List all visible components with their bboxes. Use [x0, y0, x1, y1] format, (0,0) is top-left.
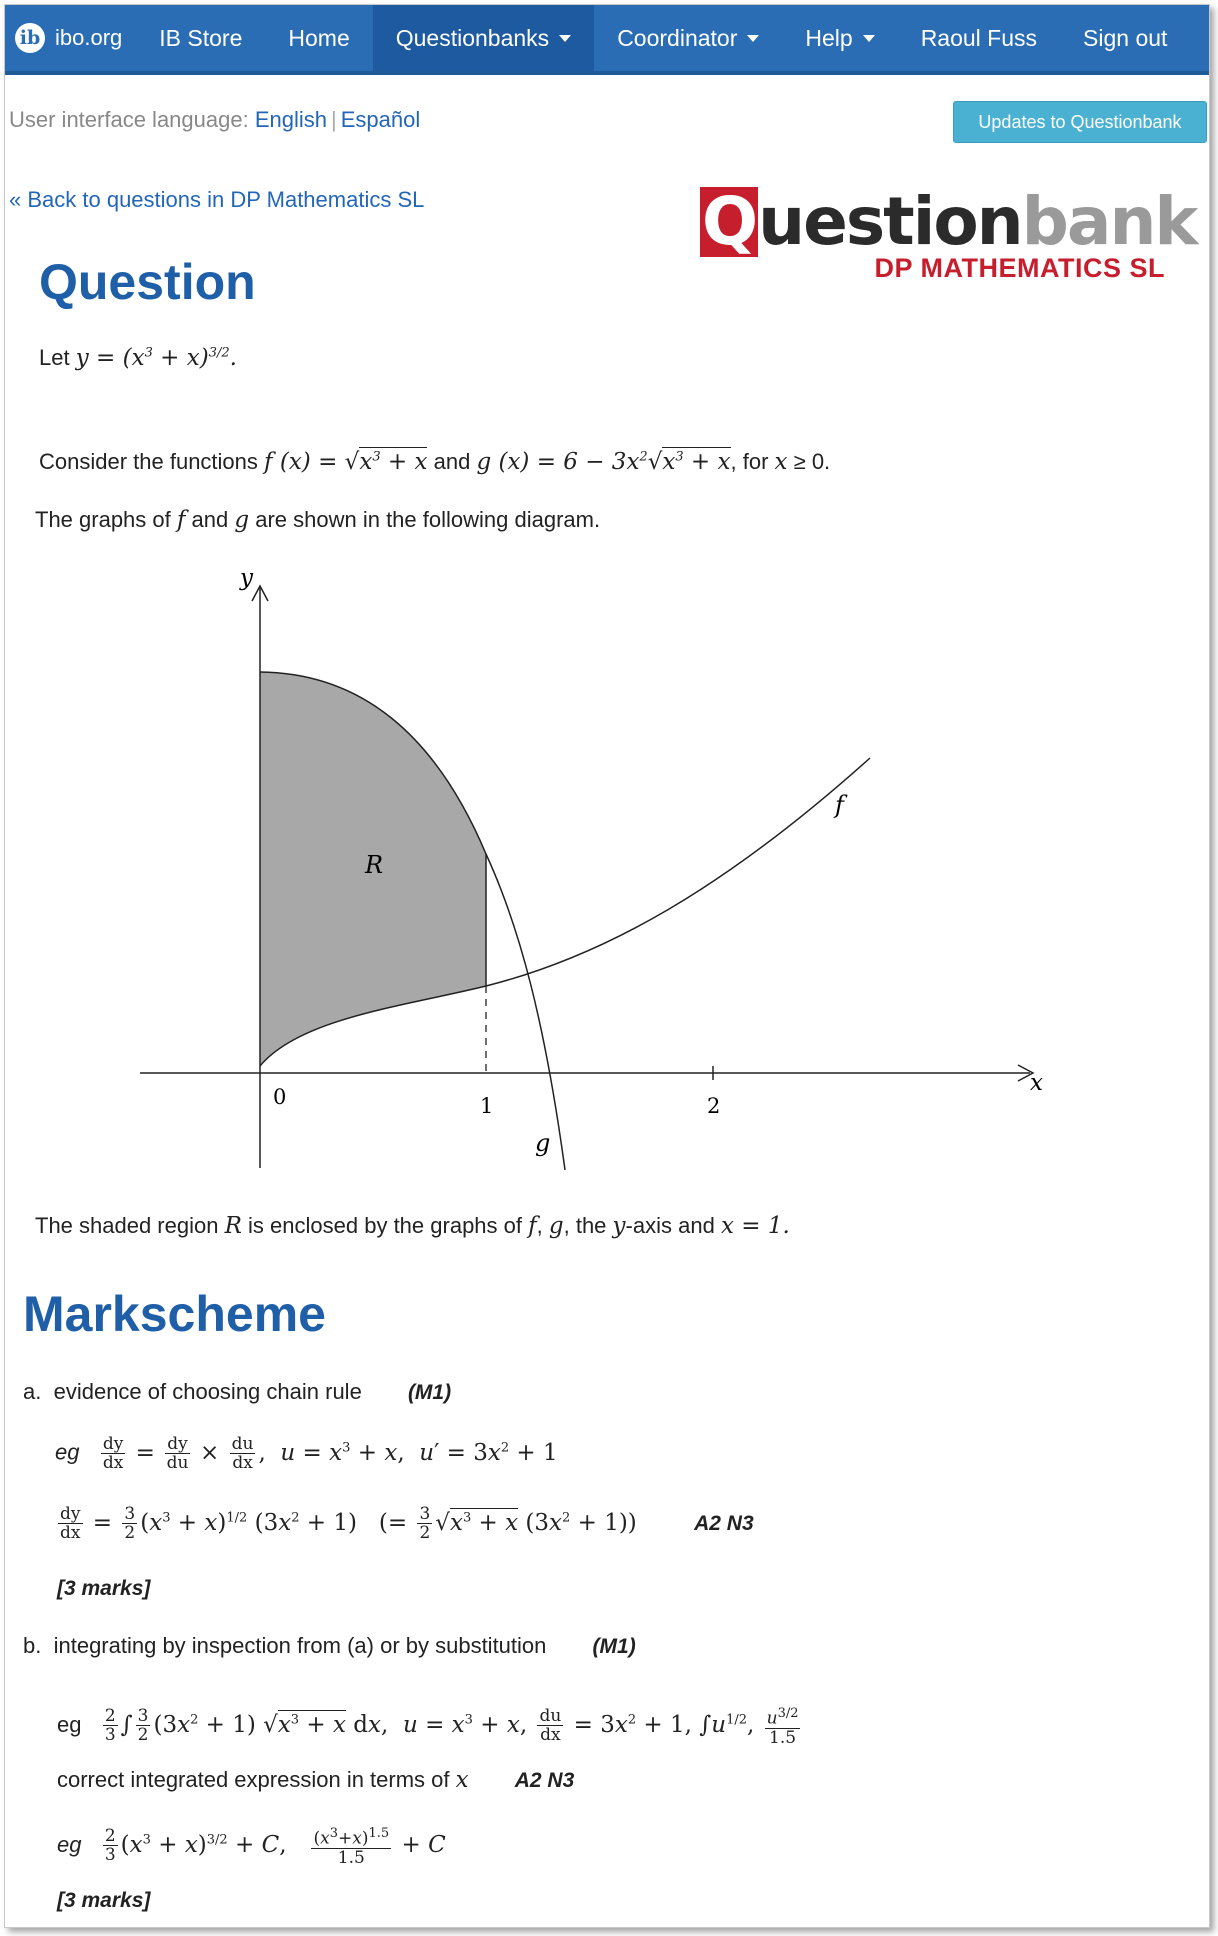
questionbank-logo — [700, 183, 1197, 297]
language-separator: | — [330, 107, 337, 132]
tick-label-0: 0 — [273, 1085, 287, 1109]
markscheme-a-total — [57, 1575, 150, 1601]
f-symbol: f — [528, 1213, 537, 1239]
marks-total: [3 marks] — [57, 1577, 151, 1600]
nav-user-name[interactable] — [898, 5, 1060, 71]
region-label-r: R — [365, 851, 384, 879]
question-line-3 — [35, 507, 600, 533]
language-english-link[interactable]: English — [254, 107, 327, 132]
g-symbol: g — [548, 1213, 564, 1239]
text: and — [191, 507, 229, 532]
text: , the — [563, 1213, 607, 1238]
nav-label: Coordinator — [617, 24, 738, 51]
equation: $\frac{dy}{dx}$ = $\frac{dy}{du}$ × $\frac{du}{dx}$ , $u = x^3 + x$, $u' = 3x^2 + 1$ — [102, 1434, 558, 1473]
logo-question: uestion — [758, 183, 1022, 260]
markscheme-b-line-3 — [57, 1767, 574, 1793]
equation: $y = (x^3 + x)^{3/2}$. — [75, 345, 237, 371]
nav-sign-out[interactable] — [1060, 5, 1190, 71]
nav-label: IB Store — [159, 24, 243, 51]
nav-ib-store[interactable] — [136, 5, 265, 71]
chevron-down-icon — [747, 35, 759, 42]
markscheme-b-total — [57, 1887, 150, 1913]
question-heading: Question — [39, 254, 256, 310]
tick-label-1: 1 — [480, 1094, 494, 1118]
chevron-down-icon — [559, 35, 571, 42]
mark-code: A2 N3 — [694, 1511, 754, 1535]
logo-wordmark — [700, 183, 1197, 260]
g-symbol: g — [234, 507, 250, 533]
nav-label: Questionbanks — [395, 24, 550, 51]
nav-label: Home — [288, 24, 350, 51]
equation: $\frac{2}{3}$ $(x^3 + x)^{3/2} + C$, $\frac{(x^3+x)^{1.5}}{1.5}$ + C — [104, 1826, 446, 1868]
logo-q: Q — [702, 183, 757, 260]
nav-help[interactable] — [782, 5, 897, 71]
text: -axis and — [625, 1213, 715, 1238]
text: Consider the functions — [39, 449, 258, 474]
ib-logo-icon: ib — [15, 23, 45, 53]
language-selector — [9, 107, 420, 133]
mark-code: (M1) — [407, 1381, 452, 1404]
equation: $\frac{dy}{dx}$ = $\frac{3}{2}$ $(x^3 + x)^{1/2}$ $(3x^2 + 1)$ (= $\frac{3}{2}$ $√x^3 + x$ $(3x^2 + 1)$) — [60, 1504, 645, 1543]
equation-f: f $(x) = √x^3 + x$ — [264, 449, 428, 475]
part-letter: a. — [23, 1379, 42, 1404]
tick-label-2: 2 — [707, 1094, 721, 1118]
curve-label-g: g — [535, 1129, 551, 1157]
nav-label: Help — [805, 24, 853, 51]
nav-coordinator[interactable] — [594, 5, 782, 71]
mark-code: A2 N3 — [514, 1769, 575, 1792]
back-to-questions-link[interactable]: « Back to questions in DP Mathematics SL — [9, 187, 425, 212]
x-symbol: x — [455, 1767, 469, 1793]
axis-label-y: y — [240, 565, 253, 591]
text: Let — [39, 345, 70, 370]
text: is enclosed by the graphs of — [248, 1213, 522, 1238]
eg-label: eg — [57, 1831, 82, 1857]
text: and — [433, 449, 471, 474]
language-spanish-link[interactable]: Español — [340, 107, 421, 132]
ibo-brand-link[interactable] — [5, 5, 136, 71]
markscheme-a-line-3 — [55, 1505, 754, 1542]
question-line-1 — [39, 345, 237, 371]
logo-bank: bank — [1021, 183, 1197, 260]
updates-to-questionbank-button[interactable]: Updates to Questionbank — [953, 101, 1207, 143]
equation-g: g $(x) = 6 - 3x^2√x^3 + x$ — [476, 449, 731, 475]
graph-diagram — [125, 558, 1055, 1180]
text: integrating by inspection from (a) or by substitution — [53, 1633, 547, 1658]
language-label: User interface language: — [9, 107, 249, 132]
curve-label-f: f — [835, 791, 844, 819]
text: The shaded region — [35, 1213, 219, 1238]
eg-label: eg — [57, 1711, 82, 1737]
markscheme-a-line-2 — [55, 1435, 558, 1472]
markscheme-b-line-1 — [23, 1633, 636, 1659]
nav-label: Sign out — [1083, 24, 1168, 51]
top-navbar — [5, 5, 1209, 75]
page-frame — [4, 4, 1210, 1928]
nav-label: Raoul Fuss — [920, 24, 1038, 51]
text: are shown in the following diagram. — [255, 507, 601, 532]
markscheme-b-line-2 — [57, 1705, 803, 1747]
nav-home[interactable] — [265, 5, 372, 71]
part-letter: b. — [23, 1633, 42, 1658]
markscheme-heading: Markscheme — [23, 1286, 326, 1342]
markscheme-b-line-4 — [57, 1825, 446, 1867]
r-symbol: R — [224, 1213, 242, 1239]
question-line-2: Consider the functions f $(x) = √x^3 + x$ and g $(x) = 6 - 3x^2√x^3 + x$, for x ≥ 0. — [39, 449, 831, 475]
markscheme-a-line-1 — [23, 1379, 451, 1405]
mark-code: (M1) — [592, 1635, 636, 1658]
text: evidence of choosing chain rule — [53, 1379, 362, 1404]
axis-label-x: x — [1030, 1070, 1043, 1096]
equation-domain: x — [774, 449, 788, 475]
text: , for — [730, 449, 769, 474]
chevron-down-icon — [863, 35, 875, 42]
marks-total: [3 marks] — [57, 1889, 151, 1912]
brand-label: ibo.org — [55, 25, 123, 50]
text: correct integrated expression in terms of — [57, 1767, 450, 1792]
f-symbol: f — [176, 507, 186, 533]
logo-subtitle: DP MATHEMATICS SL — [874, 253, 1165, 283]
question-line-4: The shaded region R is enclosed by the graphs of f, g, the y-axis and x = 1. — [35, 1213, 790, 1239]
equation: x = 1. — [720, 1213, 790, 1239]
nav-questionbanks[interactable] — [373, 5, 594, 71]
y-symbol: y — [612, 1213, 626, 1239]
equation: $\frac{2}{3}$ ∫ $\frac{3}{2}$ $(3x^2 + 1) √x^3 + x$ dx, $u = x^3 + x$, $\frac{du}{dx}$ = $3x^2 + 1$, $\int u^{1/2}$, $\frac{u^{3/2}}{1.5}$ — [104, 1706, 799, 1748]
text: The graphs of — [35, 507, 171, 532]
eg-label: eg — [55, 1439, 80, 1465]
